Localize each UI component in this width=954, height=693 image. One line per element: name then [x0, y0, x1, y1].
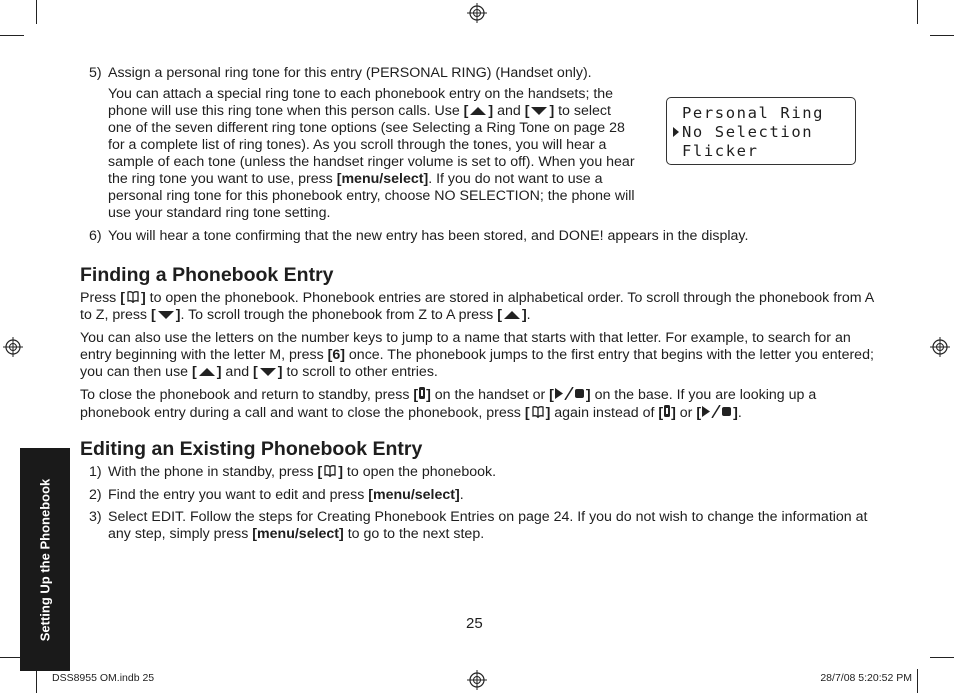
step-text: Assign a personal ring tone for this entry (PERSONAL RING) (Handset only). — [108, 65, 592, 81]
edit-step-1: With the phone in standby, press [ ] to open the phonebook. — [108, 464, 497, 480]
up-arrow-icon — [468, 106, 488, 116]
finding-paragraph-3: To close the phonebook and return to standby, press [ ] on the handset or [ ] on the base. If you are looking up a phonebook entry during a call and want to close the phonebook, press [ ] again instead of [ ] or [ ]. — [80, 387, 817, 421]
selection-cursor-icon — [672, 126, 680, 138]
phonebook-icon — [530, 405, 546, 418]
crop-mark — [930, 657, 954, 658]
lcd-line: Personal Ring — [682, 104, 825, 122]
phonebook-icon — [125, 290, 141, 303]
edit-step-2: Find the entry you want to edit and press [menu/select]. — [108, 487, 464, 503]
footer-timestamp: 28/7/08 5:20:52 PM — [820, 672, 912, 684]
crop-mark — [36, 0, 37, 24]
step-number: 2) — [89, 487, 102, 503]
phonebook-icon — [322, 464, 338, 477]
finding-paragraph-1: Press [ ] to open the phonebook. Phonebook entries are stored in alphabetical order. To scroll through the phonebook from A to Z, press [ ]. To scroll trough the phonebook from Z to A press [ ]. — [80, 290, 874, 323]
edit-step-3: Select EDIT. Follow the steps for Creating Phonebook Entries on page 24. If you do not wish to change the information at any step, simply press [menu/select] to go to the next step. — [108, 509, 868, 542]
page-number: 25 — [466, 615, 483, 632]
lcd-line: Flicker — [682, 142, 759, 160]
registration-mark-icon — [930, 337, 950, 357]
crop-mark — [917, 0, 918, 24]
down-arrow-icon — [156, 310, 176, 320]
crop-mark — [930, 35, 954, 36]
registration-mark-icon — [467, 670, 487, 690]
lcd-line-selected: No Selection — [682, 123, 814, 141]
lcd-display — [666, 97, 856, 165]
end-call-icon — [663, 404, 671, 418]
step-number: 6) — [89, 228, 102, 244]
crop-mark — [917, 669, 918, 693]
side-tab — [20, 448, 70, 671]
registration-mark-icon — [467, 3, 487, 23]
crop-mark — [36, 669, 37, 693]
up-arrow-icon — [197, 367, 217, 377]
finding-paragraph-2: You can also use the letters on the number keys to jump to a name that starts with that letter. For example, to search for an entry beginning with the letter M, press [6] once. The phonebook jumps to the first entry that begins with the letter you entered; you can then use [ ] and [ ] to scroll to other entries. — [80, 330, 874, 380]
up-arrow-icon — [502, 310, 522, 320]
crop-mark — [0, 35, 24, 36]
step-number: 5) — [89, 65, 102, 81]
play-stop-icon — [701, 405, 733, 418]
section-heading: Finding a Phonebook Entry — [80, 264, 334, 286]
step-text: You will hear a tone confirming that the new entry has been stored, and DONE! appears in the display. — [108, 228, 749, 244]
down-arrow-icon — [529, 106, 549, 116]
footer-file: DSS8955 OM.indb 25 — [52, 672, 155, 684]
registration-mark-icon — [3, 337, 23, 357]
play-stop-icon — [554, 387, 586, 400]
end-call-icon — [418, 386, 426, 400]
side-tab-label: Setting Up the Phonebook — [37, 478, 53, 642]
step-number: 3) — [89, 509, 102, 525]
step-number: 1) — [89, 464, 102, 480]
section-heading: Editing an Existing Phonebook Entry — [80, 438, 423, 460]
step5-paragraph: You can attach a special ring tone to each phonebook entry on the handsets; the phone will use this ring tone when this person calls. Use [ ] and [ ] to select one of the seven different ring tone options (see Selecting a Ring Tone on page 28 for a complete list of ring tones). As you scroll through the tones, you will hear a sample of each tone (unless the handset ringer volume is set to off). When you hear the ring tone you want to use, press [menu/select]. If you do not want to use a personal ring tone for this phonebook entry, choose NO SELECTION; the phone will use your standard ring tone setting. — [108, 86, 635, 221]
down-arrow-icon — [258, 367, 278, 377]
